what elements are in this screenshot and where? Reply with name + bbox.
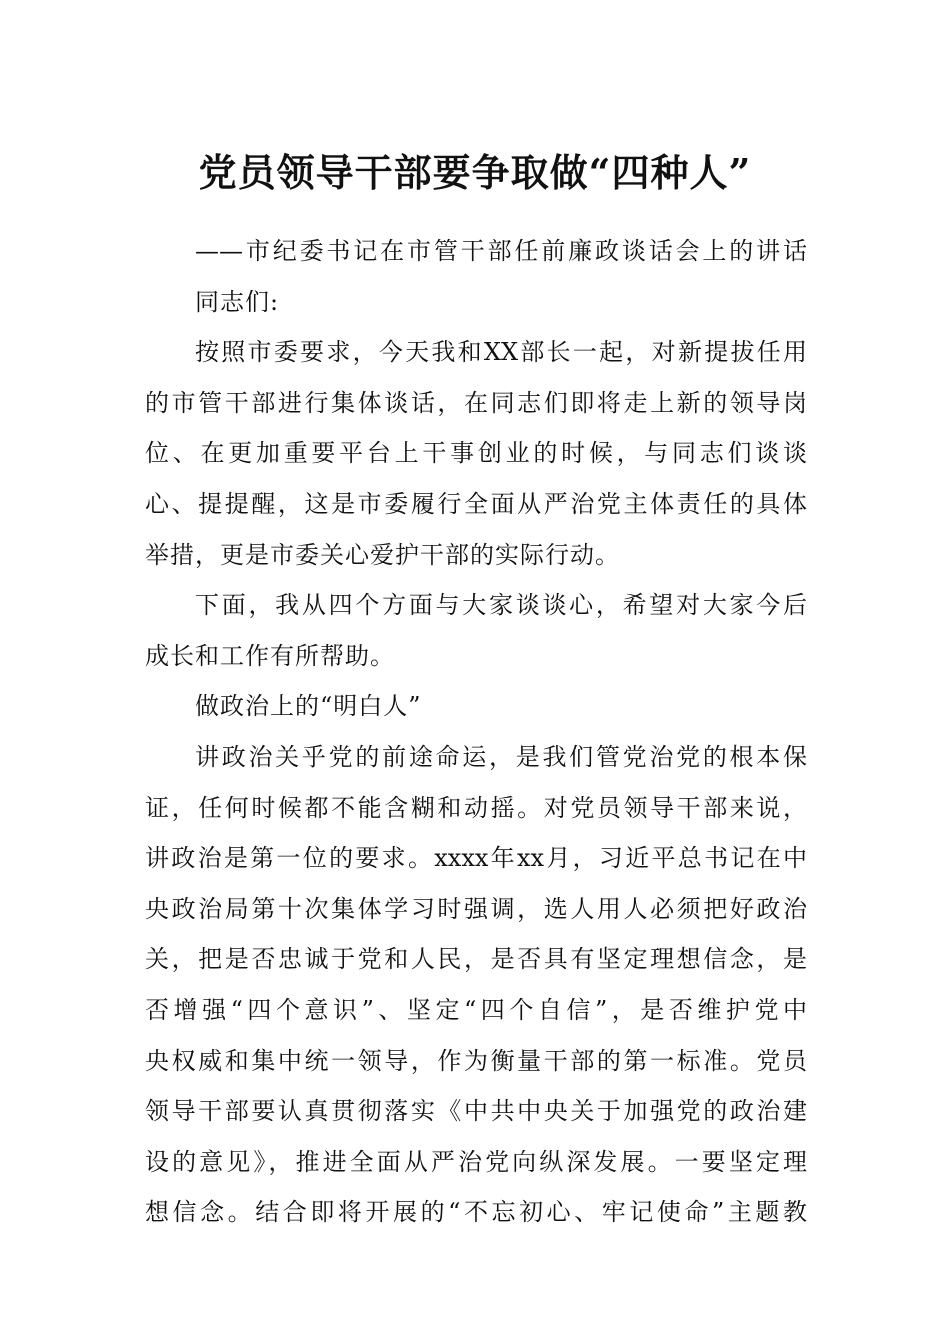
paragraph-line: 否增强“四个意识”、坚定“四个自信”，是否维护党中 [145,995,807,1024]
paragraph-line: 央权威和集中统一领导，作为衡量干部的第一标准。党员 [145,1046,807,1075]
paragraph-line: 的市管干部进行集体谈话，在同志们即将走上新的领导岗 [145,388,807,417]
paragraph-line: 设的意见》，推进全面从严治党向纵深发展。一要坚定理 [145,1147,807,1176]
paragraph-line: 举措，更是市委关心爱护干部的实际行动。 [145,540,620,569]
paragraph-line: 想信念。结合即将开展的“不忘初心、牢记使命”主题教 [145,1198,807,1227]
paragraph-line: 讲政治关乎党的前途命运，是我们管党治党的根本保 [195,742,807,771]
paragraph-line: 成长和工作有所帮助。 [145,641,395,670]
paragraph-line: 央政治局第十次集体学习时强调，选人用人必须把好政治 [145,894,807,923]
paragraph-line: 下面，我从四个方面与大家谈谈心，希望对大家今后 [195,591,807,620]
paragraph-line: 位、在更加重要平台上干事创业的时候，与同志们谈谈 [145,439,807,468]
salutation-line: 同志们: [195,287,280,316]
paragraph-line: 心、提提醒，这是市委履行全面从严治党主体责任的具体 [145,489,807,518]
subtitle-line: ——市纪委书记在市管干部任前廉政谈话会上的讲话 [195,237,807,265]
document-title: 党员领导干部要争取做“四种人” [198,150,752,195]
paragraph-line: 证，任何时候都不能含糊和动摇。对党员领导干部来说， [145,793,807,822]
paragraph-line: 讲政治是第一位的要求。xxxx年xx月，习近平总书记在中 [145,844,807,873]
paragraph-line: 领导干部要认真贯彻落实《中共中央关于加强党的政治建 [145,1097,807,1126]
paragraph-line: 按照市委要求，今天我和XX部长一起，对新提拔任用 [195,338,807,367]
paragraph-line: 关，把是否忠诚于党和人民，是否具有坚定理想信念，是 [145,945,807,974]
section-heading-line: 做政治上的“明白人” [195,692,422,721]
document-body [145,226,807,1238]
